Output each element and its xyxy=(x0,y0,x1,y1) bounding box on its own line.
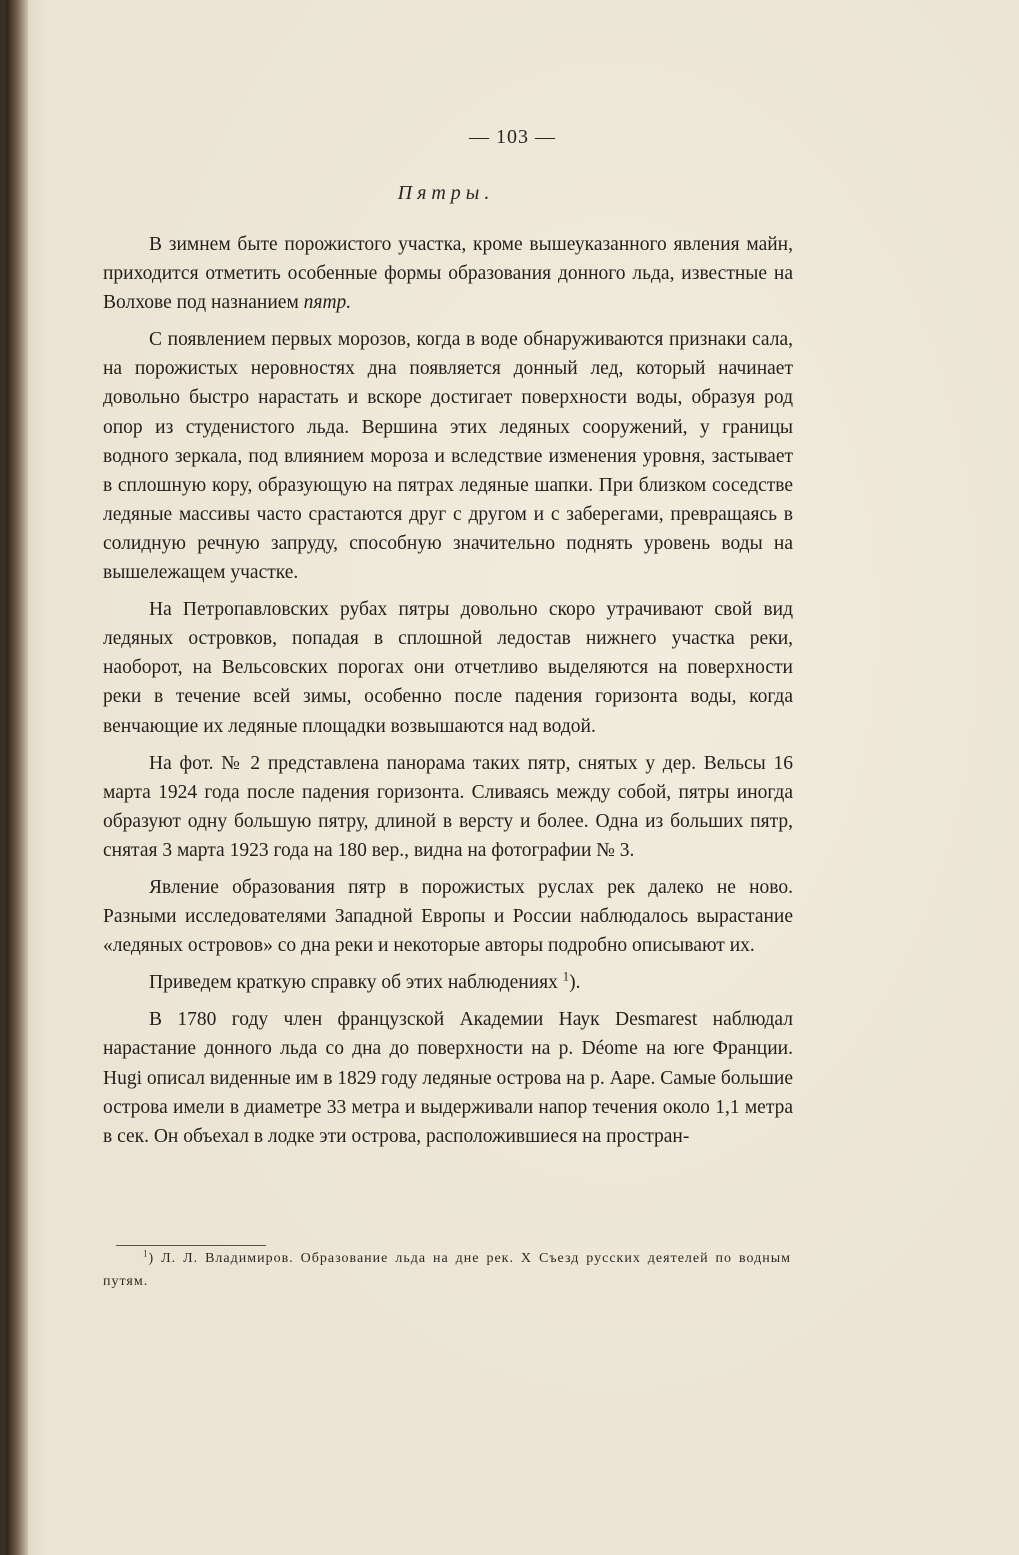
footnote-reference: 1 xyxy=(562,969,570,984)
paragraph-6 xyxy=(103,968,793,997)
paragraph-4: На фот. № 2 представлена панорама таких пятр, снятых у дер. Вельсы 16 марта 1924 года после падения горизонта. Сливаясь между собой, пятры иногда образуют одну большую пятру, длиной в версту и более. Одна из больших пятр, снятая 3 марта 1923 года на 180 вер., видна на фотографии № 3. xyxy=(103,752,793,861)
paragraph-5: Явление образования пятр в порожистых руслах рек далеко не ново. Разными исследователями Западной Европы и России наблюдалось вырастание «ледяных островов» со дна реки и некоторые авторы подробно описывают их. xyxy=(103,876,793,957)
section-heading: Пятры. xyxy=(397,182,495,204)
footnote xyxy=(103,1247,791,1293)
paragraph-6-text: Приведем краткую справку об этих наблюдениях xyxy=(149,972,563,994)
paragraph-1-italic-term: пятр. xyxy=(303,292,352,314)
footnote-body xyxy=(103,1247,791,1293)
footnote-divider xyxy=(116,1245,266,1246)
paragraph-3: На Петропавловских рубах пятры довольно скоро утрачивают свой вид ледяных островков, попадая в сплошной ледостав нижнего участка реки, наоборот, на Вельсовских порогах они отчетливо выделяются на поверхности реки в течение всей зимы, особенно после падения горизонта воды, когда венчающие их ледяные площадки возвышаются над водой. xyxy=(103,599,793,737)
page-number: — 103 — xyxy=(469,126,556,148)
page-binding-edge xyxy=(6,0,28,1555)
paragraph-6-tail: ). xyxy=(569,972,581,994)
footnote-text: ) Л. Л. Владимиров. Образование льда на дне рек. X Съезд русских деятелей по водным путям. xyxy=(103,1251,791,1289)
paragraph-1 xyxy=(103,230,793,317)
book-page xyxy=(6,0,1019,1555)
paragraph-7: В 1780 году член французской Академии Наук Desmarest наблюдал нарастание донного льда со дна до поверхности на р. Déome на юге Франции. Hugi описал виденные им в 1829 году ледяные острова на р. Ааре. Самые большие острова имели в диаметре 33 метра и выдерживали напор течения около 1,1 метра в сек. Он объехал в лодке эти острова, расположившиеся на простран- xyxy=(103,1009,793,1147)
paragraph-2: С появлением первых морозов, когда в воде обнаруживаются признаки сала, на порожистых неровностях дна появляется донный лед, который начинает довольно быстро нарастать и вскоре достигает поверхности воды, образуя род опор из студенистого льда. Вершина этих ледяных сооружений, у границы водного зеркала, под влиянием мороза и вследствие изменения уровня, застывает в сплошную кору, образующую на пятрах ледяные шапки. При близком соседстве ледяные массивы часто срастаются друг с другом и с заберегами, превращаясь в солидную речную запруду, способную значительно поднять уровень воды на вышележащем участке. xyxy=(103,329,793,584)
footnote-marker: 1 xyxy=(143,1248,149,1259)
paragraph-1-text: В зимнем быте порожистого участка, кроме вышеуказанного явления майн, приходится отметить особенные формы образования донного льда, известные на Волхове под назнанием xyxy=(103,234,793,314)
body-text xyxy=(103,230,793,1151)
